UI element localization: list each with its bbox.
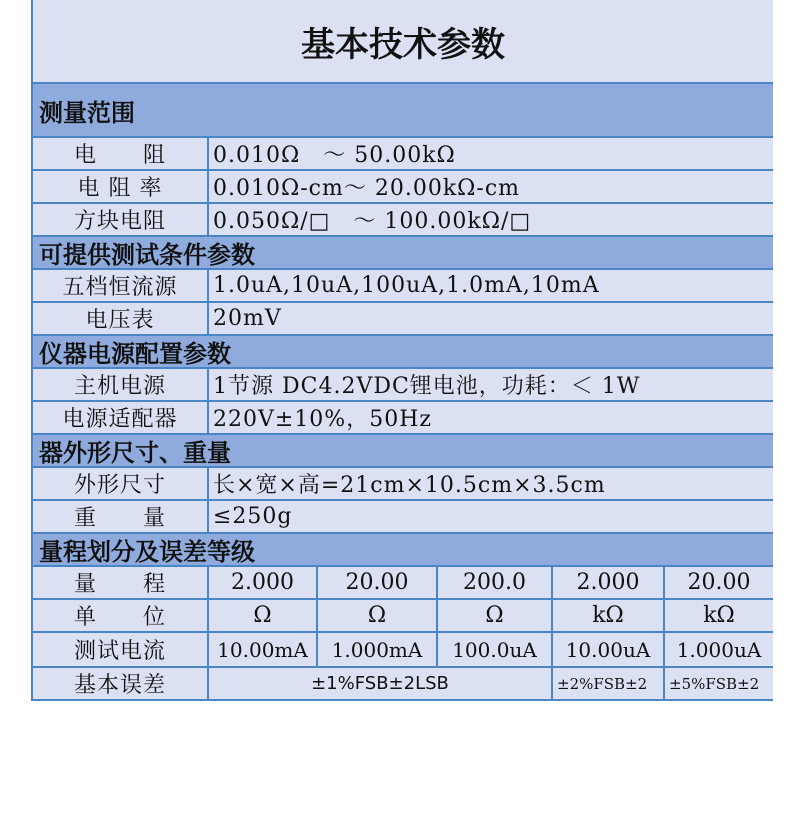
current-cell: 10.00mA	[209, 633, 318, 666]
section-measure-range: 测量范围	[33, 84, 773, 138]
row-value: 1.0uA,10uA,100uA,1.0mA,10mA	[213, 273, 600, 298]
table-row	[33, 468, 773, 501]
row-label: 方块电阻	[33, 204, 209, 235]
table-row	[33, 138, 773, 171]
row-value: ≤250g	[213, 504, 293, 529]
row-label: 电源适配器	[33, 402, 209, 433]
table-row	[33, 369, 773, 402]
table-row	[33, 171, 773, 204]
table-row	[33, 303, 773, 336]
row-label: 基本误差	[33, 668, 209, 699]
range-cell: 20.00	[318, 567, 438, 598]
row-value: 1节源 DC4.2VDC锂电池，功耗：＜ 1W	[213, 374, 641, 399]
table-row-current	[33, 633, 773, 668]
row-value: 0.050Ω/□ ～ 100.00kΩ/□	[213, 209, 532, 234]
error-cell: ±1%FSB±2LSB	[209, 668, 553, 699]
unit-cell: Ω	[209, 600, 318, 631]
row-value: 0.010Ω ～ 50.00kΩ	[213, 143, 456, 168]
current-cell: 100.0uA	[438, 633, 553, 666]
range-cell: 2.000	[209, 567, 318, 598]
row-label: 五档恒流源	[33, 270, 209, 301]
section-size-weight: 器外形尺寸、重量	[33, 435, 773, 468]
row-label: 电压表	[33, 303, 209, 334]
error-cell: ±5%FSB±2	[669, 674, 760, 693]
section-test-conditions: 可提供测试条件参数	[33, 237, 773, 270]
table-row	[33, 402, 773, 435]
table-row-error	[33, 668, 773, 701]
row-value: 20mV	[213, 306, 282, 331]
table-row	[33, 204, 773, 237]
row-value: 0.010Ω-cm～ 20.00kΩ-cm	[213, 176, 521, 201]
row-label: 电 阻	[33, 138, 209, 169]
unit-cell: Ω	[318, 600, 438, 631]
current-cell: 1.000mA	[318, 633, 438, 666]
table-row	[33, 270, 773, 303]
error-cell: ±2%FSB±2	[553, 668, 665, 699]
row-label: 测试电流	[33, 633, 209, 666]
table-title: 基本技术参数	[33, 0, 773, 84]
row-label: 单 位	[33, 600, 209, 631]
row-label: 主机电源	[33, 369, 209, 400]
row-value: 220V±10%，50Hz	[213, 407, 432, 432]
table-row	[33, 501, 773, 534]
row-label: 外形尺寸	[33, 468, 209, 499]
row-value: 长×宽×高=21cm×10.5cm×3.5cm	[213, 473, 606, 498]
section-grading: 量程划分及误差等级	[33, 534, 773, 567]
unit-cell: kΩ	[553, 600, 665, 631]
table-row-unit	[33, 600, 773, 633]
range-cell: 20.00	[687, 570, 751, 595]
current-cell: 1.000uA	[676, 637, 762, 662]
unit-cell: kΩ	[703, 603, 735, 628]
range-cell: 200.0	[438, 567, 553, 598]
row-label: 电 阻 率	[33, 171, 209, 202]
row-label: 重 量	[33, 501, 209, 532]
row-label: 量 程	[33, 567, 209, 598]
table-row-range	[33, 567, 773, 600]
current-cell: 10.00uA	[553, 633, 665, 666]
section-power: 仪器电源配置参数	[33, 336, 773, 369]
range-cell: 2.000	[553, 567, 665, 598]
unit-cell: Ω	[438, 600, 553, 631]
spec-table	[31, 0, 773, 701]
